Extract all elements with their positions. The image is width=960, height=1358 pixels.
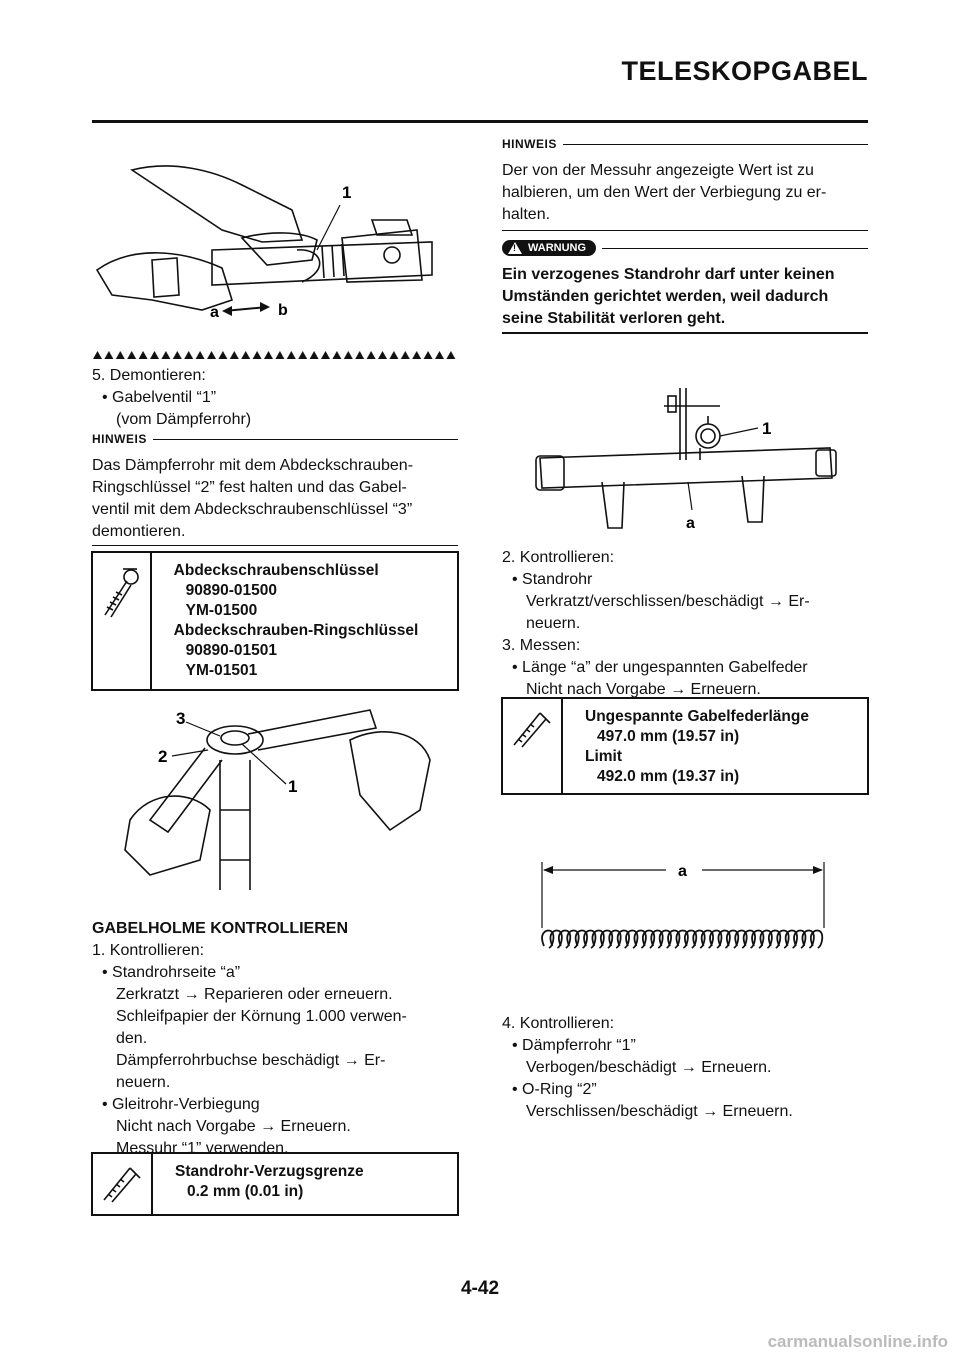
step1-heading: 1. Kontrollieren: [92, 942, 205, 959]
step3-bullet: • Länge “a” der ungespannten Gabelfeder [512, 659, 808, 676]
step1-bullet-1-line: den. [116, 1030, 148, 1047]
caliper-icon [503, 699, 563, 793]
step4-bullet-2: • O-Ring “2” [512, 1081, 597, 1098]
figure-dial-gauge [530, 378, 850, 538]
tool2-name: Abdeckschrauben-Ringschlüssel [173, 622, 419, 639]
hinweis-2-line: halbieren, um den Wert der Verbiegung zu er- [502, 184, 827, 201]
limit-value: 0.2 mm (0.01 in) [187, 1183, 304, 1200]
spring-limit-value: 492.0 mm (19.37 in) [597, 768, 740, 785]
tool-wrench-icon [93, 553, 152, 689]
page-title: TELESKOPGABEL [621, 56, 868, 86]
right-step-4 [502, 1013, 874, 1123]
warning-line: seine Stabilität verloren geht. [502, 310, 726, 327]
hinweis-2-text [502, 160, 874, 226]
figure-wrenches [120, 700, 440, 900]
step2-bullet-line: Verkratzt/verschlissen/beschädigt → Er- [526, 593, 810, 610]
hinweis-1-line: Ringschlüssel “2” fest halten und das Gabel- [92, 479, 407, 496]
step1-bullet-1-line: Zerkratzt → Reparieren oder erneuern. [116, 986, 393, 1003]
step3-bullet-line: Nicht nach Vorgabe → Erneuern. [526, 681, 761, 698]
warning-line: Ein verzogenes Standrohr darf unter keinen [502, 266, 835, 283]
tool2-number-2: YM-01501 [185, 662, 258, 679]
tool2-number-1: 90890-01501 [185, 642, 278, 659]
left-step5-block [92, 365, 462, 431]
hinweis-2-line: Der von der Messuhr angezeigte Wert ist zu [502, 162, 814, 179]
hinweis-2-header [502, 137, 868, 151]
page-number: 4-42 [460, 1278, 500, 1299]
warning-line: Umständen gerichtet werden, weil dadurch [502, 288, 829, 305]
step1-bullet-1-line: Schleifpapier der Körnung 1.000 verwen- [116, 1008, 407, 1025]
step1-bullet-1: • Standrohrseite “a” [102, 964, 241, 981]
fig3-label-a: a [686, 515, 695, 532]
section-heading: GABELHOLME KONTROLLIEREN [92, 920, 348, 937]
step4-heading: 4. Kontrollieren: [502, 1015, 615, 1032]
caliper-icon [93, 1154, 153, 1214]
step1-bullet-2-line: Nicht nach Vorgabe → Erneuern. [116, 1118, 351, 1135]
fig3-label-1: 1 [762, 419, 772, 438]
step2-bullet: • Standrohr [512, 571, 593, 588]
fig2-label-3: 3 [176, 709, 186, 728]
fig4-label-a: a [678, 863, 687, 880]
step5-heading: 5. Demontieren: [92, 367, 206, 384]
step2-heading: 2. Kontrollieren: [502, 549, 615, 566]
fig1-label-b: b [278, 302, 288, 319]
step1-bullet-1-line: Dämpferrohrbuchse beschädigt → Er- [116, 1052, 386, 1069]
procedure-end-marker [92, 350, 458, 360]
right-steps-2-3 [502, 547, 874, 701]
step5-bullet-sub: (vom Dämpferrohr) [116, 411, 252, 428]
step1-bullet-2-line: Messuhr “1” verwenden. [116, 1140, 289, 1157]
hinweis-1-line: Das Dämpferrohr mit dem Abdeckschrauben- [92, 457, 414, 474]
limit-spec-box [91, 1152, 459, 1216]
spring-length-name: Ungespannte Gabelfederlänge [585, 708, 809, 725]
hinweis-2-rule [502, 230, 868, 231]
hinweis-1-header [92, 432, 458, 446]
step4-bullet-2-line: Verschlissen/beschädigt → Erneuern. [526, 1103, 793, 1120]
limit-name: Standrohr-Verzugsgrenze [175, 1163, 364, 1180]
fig1-label-1: 1 [342, 183, 352, 202]
figure-fork-tube-hands [92, 150, 458, 346]
hinweis-2-label: HINWEIS [502, 137, 557, 151]
hinweis-2-line: halten. [502, 206, 551, 223]
warning-header [502, 240, 868, 256]
step2-bullet-line: neuern. [526, 615, 581, 632]
hinweis-1-line: ventil mit dem Abdeckschraubenschlüssel “3” [92, 501, 413, 518]
header-rule [92, 120, 868, 123]
step1-bullet-2: • Gleitrohr-Verbiegung [102, 1096, 260, 1113]
fig2-label-2: 2 [158, 747, 168, 766]
hinweis-1-rule [92, 545, 458, 546]
step1-bullet-1-line: neuern. [116, 1074, 171, 1091]
spring-limit-label: Limit [585, 748, 623, 765]
warning-label: WARNUNG [528, 242, 587, 254]
spring-length-value: 497.0 mm (19.57 in) [597, 728, 740, 745]
hinweis-1-label: HINWEIS [92, 432, 147, 446]
spring-length-box [501, 697, 869, 795]
warning-rule [502, 332, 868, 334]
tool1-number-2: YM-01500 [185, 602, 258, 619]
step4-bullet-1-line: Verbogen/beschädigt → Erneuern. [526, 1059, 772, 1076]
hinweis-1-text [92, 455, 462, 543]
tool1-number-1: 90890-01500 [185, 582, 278, 599]
warning-triangle-icon [508, 242, 522, 254]
step4-bullet-1: • Dämpferrohr “1” [512, 1037, 636, 1054]
figure-fork-spring [534, 856, 834, 956]
fig2-label-1: 1 [288, 777, 298, 796]
hinweis-1-line: demontieren. [92, 523, 186, 540]
warning-badge [502, 240, 596, 256]
watermark: carmanualsonline.info [767, 1332, 948, 1351]
step5-bullet: • Gabelventil “1” [102, 389, 217, 406]
tool1-name: Abdeckschraubenschlüssel [173, 562, 379, 579]
left-inspection-block [92, 918, 464, 1160]
spring-coil [811, 931, 822, 948]
fig1-label-a: a [210, 304, 219, 321]
step3-heading: 3. Messen: [502, 637, 581, 654]
warning-text [502, 264, 874, 330]
special-tools-box [91, 551, 459, 691]
